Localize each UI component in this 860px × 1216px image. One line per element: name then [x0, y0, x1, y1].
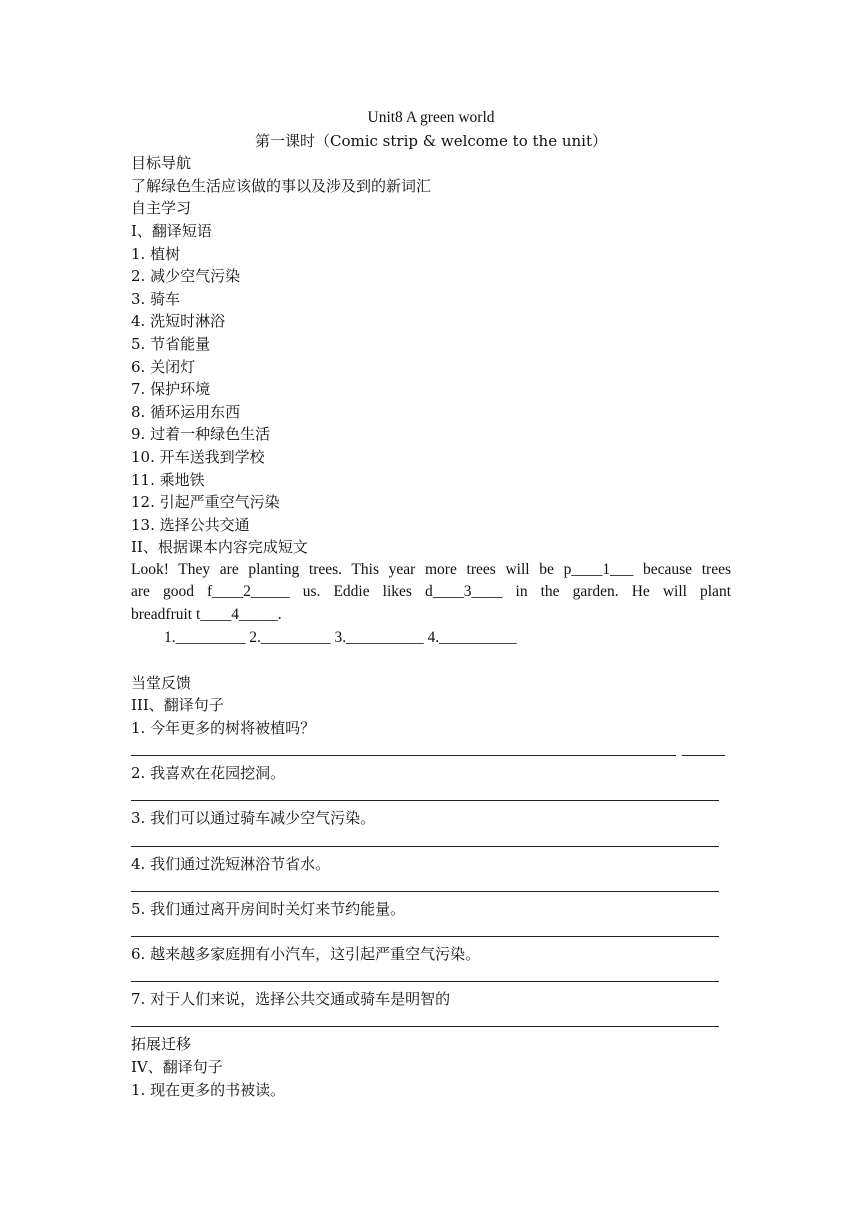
worksheet-page	[131, 107, 731, 1101]
sentence-prompt: 5. 我们通过离开房间时关灯来节约能量。	[131, 899, 406, 918]
phrase-item: 2. 减少空气污染	[131, 267, 241, 286]
section-1-title: I、翻译短语	[131, 221, 212, 240]
answer-rule	[131, 891, 719, 892]
passage-line: are good f____2_____ us. Eddie likes d____3____ in the garden. He will plant	[131, 583, 731, 601]
sentence-prompt: 4. 我们通过洗短淋浴节省水。	[131, 854, 331, 873]
passage-line: breadfruit t____4_____.	[131, 606, 282, 624]
phrase-item: 6. 关闭灯	[131, 357, 196, 376]
answer-rule	[682, 755, 725, 756]
answer-line[interactable]	[131, 875, 731, 898]
goals-heading: 目标导航	[131, 154, 192, 173]
self-study-heading: 自主学习	[131, 199, 192, 218]
phrase-item: 4. 洗短时淋浴	[131, 312, 226, 331]
sentence-prompt: 3. 我们可以通过骑车减少空气污染。	[131, 809, 376, 828]
sentence-prompt: 2. 我喜欢在花园挖洞。	[131, 764, 286, 783]
answer-line[interactable]	[131, 920, 731, 943]
phrase-item: 13. 选择公共交通	[131, 515, 250, 534]
phrase-item: 7. 保护环境	[131, 380, 211, 399]
phrase-item: 3. 骑车	[131, 289, 181, 308]
answer-line[interactable]	[131, 785, 731, 808]
phrase-item: 5. 节省能量	[131, 334, 211, 353]
answer-line[interactable]	[131, 1011, 731, 1034]
classroom-feedback-heading: 当堂反馈	[131, 673, 192, 692]
phrase-item: 11. 乘地铁	[131, 470, 205, 489]
sentence-prompt: 7. 对于人们来说，选择公共交通或骑车是明智的	[131, 990, 451, 1009]
answer-blanks[interactable]: 1._________ 2._________ 3.__________ 4.__________	[164, 628, 517, 646]
extension-heading: 拓展迁移	[131, 1035, 192, 1054]
passage-line: Look! They are planting trees. This year more trees will be p____1___ because trees	[131, 560, 731, 578]
phrase-item: 1. 植树	[131, 244, 181, 263]
sentence-prompt: 6. 越来越多家庭拥有小汽车，这引起严重空气污染。	[131, 944, 481, 963]
answer-rule	[131, 755, 676, 756]
phrase-item: 12. 引起严重空气污染	[131, 493, 280, 512]
unit-title: Unit8 A green world	[367, 109, 495, 126]
answer-rule	[131, 846, 719, 847]
goals-text: 了解绿色生活应该做的事以及涉及到的新词汇	[131, 176, 432, 195]
answer-line[interactable]	[131, 740, 731, 763]
answer-line[interactable]	[131, 830, 731, 853]
spacer	[131, 649, 731, 672]
phrase-item: 10. 开车送我到学校	[131, 447, 265, 466]
lesson-subtitle: 第一课时（Comic strip & welcome to the unit）	[254, 131, 607, 150]
phrase-item: 8. 循环运用东西	[131, 402, 241, 421]
section-4-title: IV、翻译句子	[131, 1057, 223, 1076]
answer-rule	[131, 936, 719, 937]
section-3-title: III、翻译句子	[131, 696, 224, 715]
answer-line[interactable]	[131, 966, 731, 989]
passage	[131, 559, 731, 627]
answer-rule	[131, 800, 719, 801]
answer-rule	[131, 981, 719, 982]
answer-rule	[131, 1026, 719, 1027]
sentence-prompt: 1. 现在更多的书被读。	[131, 1080, 286, 1099]
sentence-prompt: 1. 今年更多的树将被植吗？	[131, 719, 316, 738]
section-2-title: II、根据课本内容完成短文	[131, 538, 308, 557]
phrase-item: 9. 过着一种绿色生活	[131, 425, 271, 444]
